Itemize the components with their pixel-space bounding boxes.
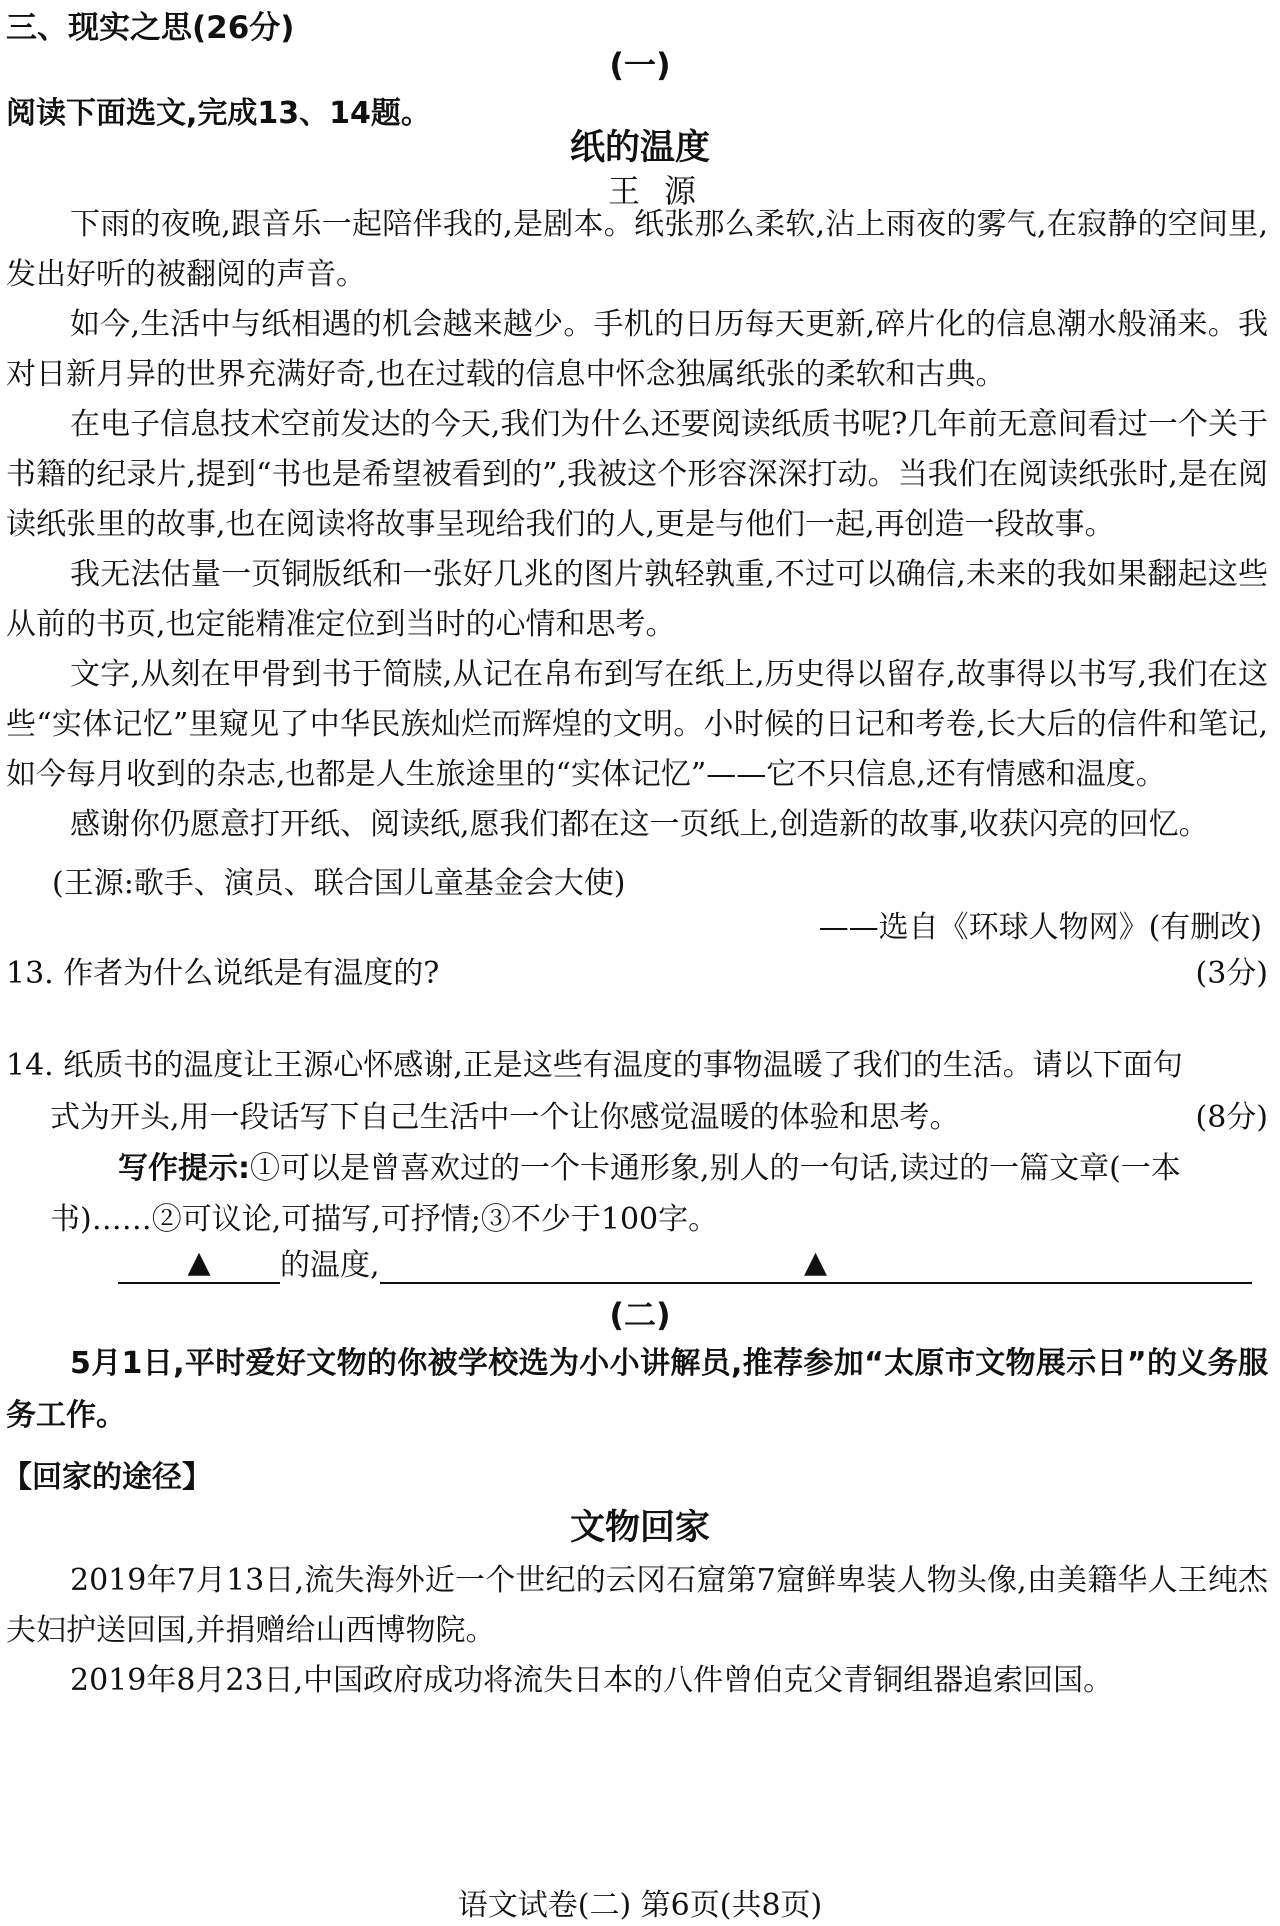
question-14 — [6, 1040, 1268, 1084]
part-label-1: (一) — [609, 46, 671, 84]
article-title: 纸的温度 — [569, 128, 710, 168]
relics-paragraph-1: 2019年7月13日,流失海外近一个世纪的云冈石窟第7窟鲜卑装人物头像,由美籍华人王纯杰夫妇护送回国,并捐赠给山西博物院。 — [6, 1563, 1268, 1648]
answer-blank-1[interactable] — [118, 1244, 280, 1284]
question-13 — [6, 948, 1268, 992]
article-author: 王源 — [607, 172, 720, 210]
paragraph-5: 文字,从刻在甲骨到书于简牍,从记在帛布到写在纸上,历史得以留存,故事得以书写,我们在这些“实体记忆”里窥见了中华民族灿烂而辉煌的文明。小时候的日记和考卷,长大后的信件和笔记,如今每月收到的杂志,也都是人生旅途里的“实体记忆”——它不只信息,还有情感和温度。 — [6, 657, 1268, 792]
triangle-marker-1: ▲ — [187, 1245, 211, 1280]
question-14-cont — [6, 1092, 1268, 1136]
subsection-heading: 【回家的途径】 — [2, 1460, 212, 1495]
paragraph-2: 如今,生活中与纸相遇的机会越来越少。手机的日历每天更新,碎片化的信息潮水般涌来。我对日新月异的世界充满好奇,也在过载的信息中怀念独属纸张的柔软和古典。 — [6, 307, 1268, 392]
paragraph-4: 我无法估量一页铜版纸和一张好几兆的图片孰轻孰重,不过可以确信,未来的我如果翻起这些从前的书页,也定能精准定位到当时的心情和思考。 — [6, 557, 1268, 642]
question-13-score: (3分) — [1195, 956, 1268, 991]
question-13-text: 13. 作者为什么说纸是有温度的? — [6, 956, 440, 991]
answer-starter — [6, 1240, 1268, 1284]
paragraph-1: 下雨的夜晚,跟音乐一起陪伴我的,是剧本。纸张那么柔软,沾上雨夜的雾气,在寂静的空间里,发出好听的被翻阅的声音。 — [6, 207, 1268, 292]
answer-starter-text: 的温度, — [280, 1248, 380, 1283]
scenario-intro: 5月1日,平时爱好文物的你被学校选为小小讲解员,推荐参加“太原市文物展示日”的义务服务工作。 — [6, 1346, 1268, 1433]
question-14-line2: 式为开头,用一段话写下自己生活中一个让你感觉温暖的体验和思考。 — [50, 1100, 960, 1135]
page-footer: 语文试卷(二) 第6页(共8页) — [457, 1888, 823, 1923]
question-14-score: (8分) — [1195, 1100, 1268, 1135]
section-heading: 三、现实之思(26分) — [6, 10, 295, 46]
source-citation: ——选自《环球人物网》(有删改) — [818, 910, 1262, 945]
writing-tips-line2: 书)……②可议论,可描写,可抒情;③不少于100字。 — [50, 1202, 719, 1237]
paragraph-6: 感谢你仍愿意打开纸、阅读纸,愿我们都在这一页纸上,创造新的故事,收获闪亮的回忆。 — [70, 807, 1209, 842]
part-label-2: (二) — [609, 1296, 671, 1334]
writing-tips-line1: ①可以是曾喜欢过的一个卡通形象,别人的一句话,读过的一篇文章(一本 — [250, 1151, 1181, 1186]
question-14-line1: 14. 纸质书的温度让王源心怀感谢,正是这些有温度的事物温暖了我们的生活。请以下面句 — [6, 1048, 1183, 1083]
instruction: 阅读下面选文,完成13、14题。 — [6, 96, 431, 131]
writing-tips-label: 写作提示: — [118, 1151, 250, 1186]
writing-tips — [6, 1143, 1268, 1187]
author-note: (王源:歌手、演员、联合国儿童基金会大使) — [52, 866, 626, 901]
triangle-marker-2: ▲ — [804, 1245, 828, 1280]
paragraph-3: 在电子信息技术空前发达的今天,我们为什么还要阅读纸质书呢?几年前无意间看过一个关于书籍的纪录片,提到“书也是希望被看到的”,我被这个形容深深打动。当我们在阅读纸张时,是在阅读纸张里的故事,也在阅读将故事呈现给我们的人,更是与他们一起,再创造一段故事。 — [6, 407, 1268, 542]
relics-title: 文物回家 — [569, 1508, 710, 1548]
writing-tips-cont — [6, 1194, 1268, 1238]
answer-blank-2[interactable] — [380, 1244, 1252, 1284]
relics-paragraph-2: 2019年8月23日,中国政府成功将流失日本的八件曾伯克父青铜组器追索回国。 — [70, 1663, 1114, 1698]
